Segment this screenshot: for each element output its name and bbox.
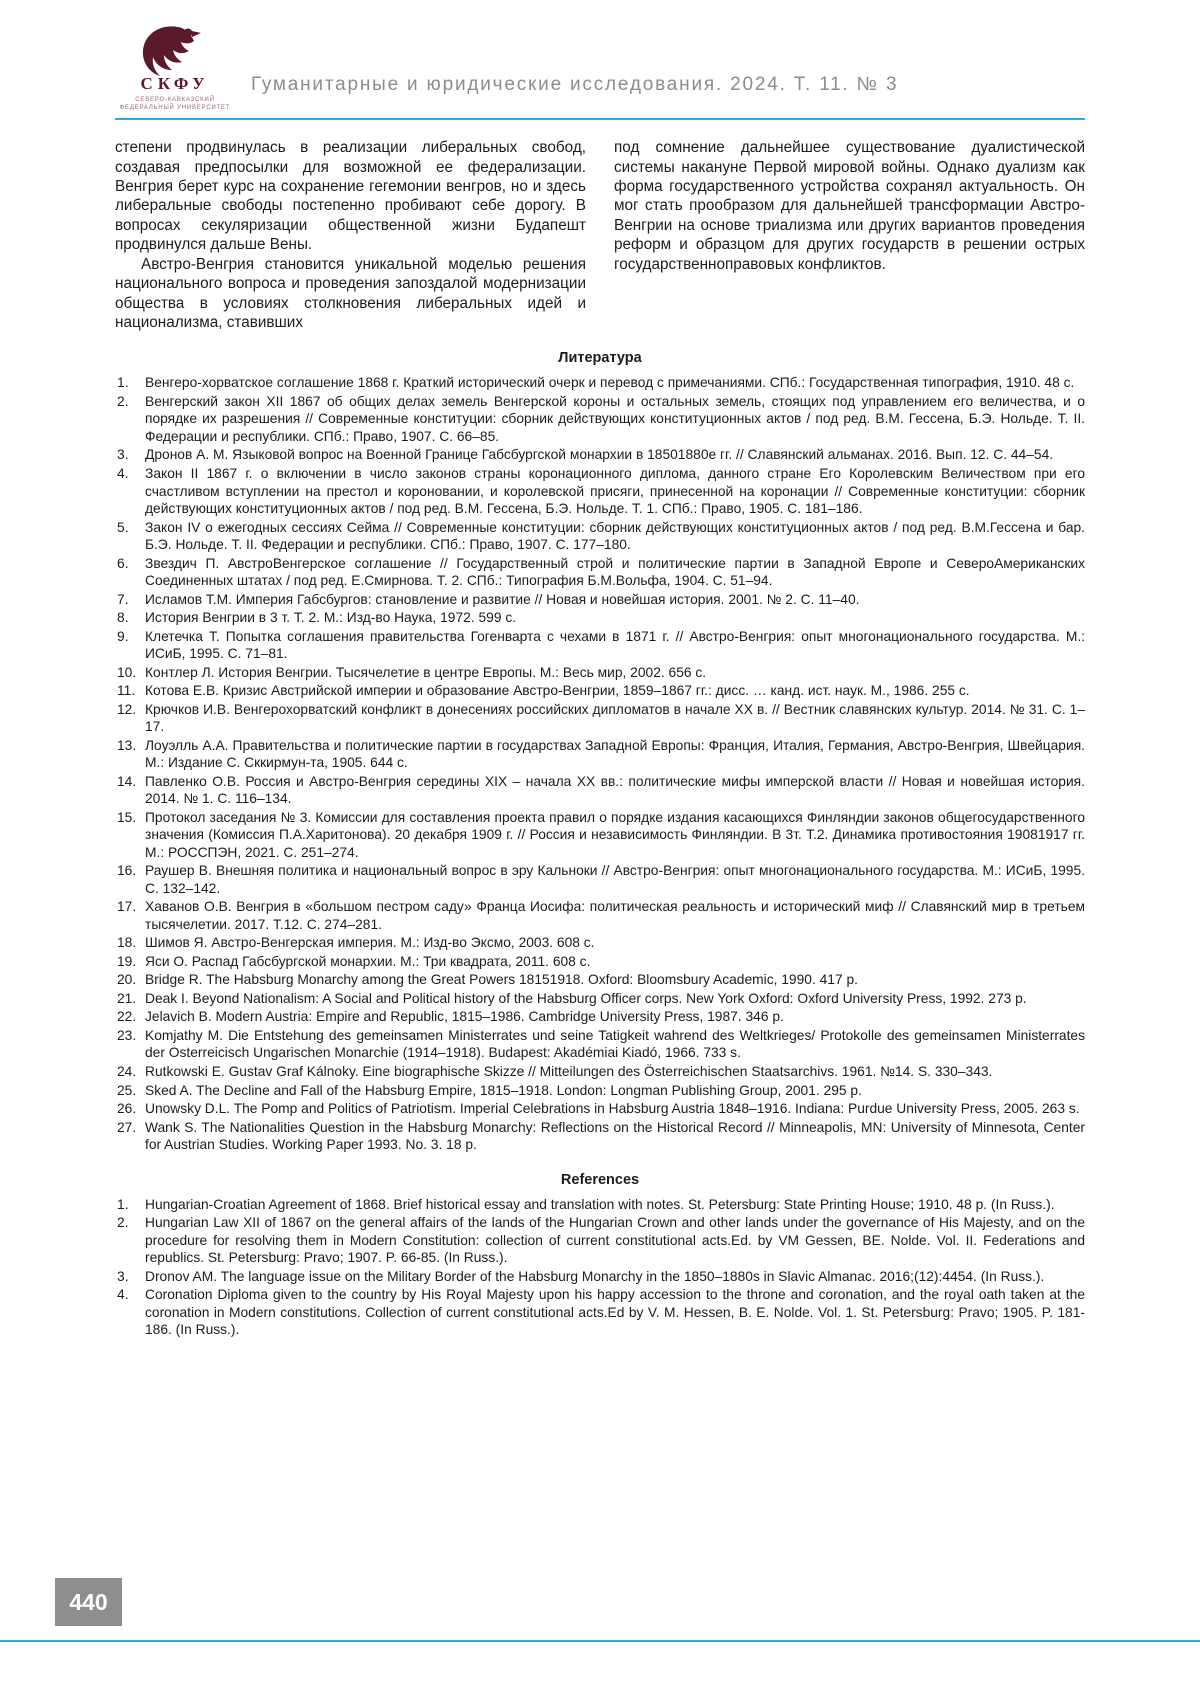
reference-item: Coronation Diploma given to the country by His Royal Majesty upon his happy accession to the throne and coronation, and the royal oath taken at the coronation in Modern constitutions. Collection of current constitutional acts.Ed by V. M. Hessen, B. E. Nolde. Vol. 1. St. Petersburg: Pravo; 1905. P. 181-186. (In Russ.).	[145, 1287, 1085, 1338]
reference-item: Bridge R. The Habsburg Monarchy among the Great Powers 18151918. Oxford: Bloomsbury Academic, 1990. 417 p.	[145, 972, 858, 988]
reference-item: Крючков И.В. Венгерохорватский конфликт в донесениях российских дипломатов в начале XX в. // Вестник славянских культур. 2014. № 31. С. 1–17.	[145, 701, 1085, 735]
right-column	[614, 138, 1085, 332]
logo-caption: СЕВЕРО-КАВКАЗСКИЙ ФЕДЕРАЛЬНЫЙ УНИВЕРСИТЕТ	[119, 97, 231, 112]
reference-item: Котова Е.В. Кризис Австрийской империи и образование Австро-Венгрии, 1859–1867 гг.: дисс. … канд. ист. наук. М., 1986. 255 с.	[145, 683, 970, 699]
page-number: 440	[55, 1578, 122, 1626]
article-body	[115, 138, 1085, 332]
logo-acronym: СКФУ	[140, 74, 210, 93]
reference-item: Контлер Л. История Венгрии. Тысячелетие в центре Европы. М.: Весь мир, 2002. 656 с.	[145, 664, 707, 680]
reference-item: Яси О. Распад Габсбургской монархии. М.: Три квадрата, 2011. 608 с.	[145, 953, 591, 969]
reference-item: Unowsky D.L. The Pomp and Politics of Patriotism. Imperial Celebrations in Habsburg Austria 1848–1916. Indiana: Purdue University Press, 2005. 263 s.	[145, 1101, 1080, 1117]
body-paragraph: под сомнение дальнейшее существование дуалистической системы накануне Первой мировой войны. Однако дуализм как форма государственного устройства сохранял актуальность. Он мог стать прообразом для дальнейшей трансформации Австро-Венгрии на основе триализма или других вариантов проведения реформ и образцом для других государств в решении острых государственноправовых конфликтов.	[614, 139, 1085, 273]
reference-item: Шимов Я. Австро-Венгерская империя. М.: Изд-во Эксмо, 2003. 608 с.	[145, 935, 595, 951]
reference-item: Павленко О.В. Россия и Австро-Венгрия середины XIX – начала XX вв.: политические мифы имперской власти // Новая и новейшая история. 2014. № 1. С. 116–134.	[145, 773, 1085, 807]
reference-item: Hungarian Law XII of 1867 on the general affairs of the lands of the Hungarian Crown and other lands under the governance of His Majesty, and on the procedure for resolving them in Modern Constitution: collection of current constitutional acts.Ed. by VM Gessen, BE. Nolde. Vol. II. Federations and republics. St. Petersburg: Pravo; 1907. P. 66-85. (In Russ.).	[145, 1215, 1085, 1266]
body-paragraph: Австро-Венгрия становится уникальной моделью решения национального вопроса и проведения запоздалой модернизации общества в условиях столкновения либеральных идей и национализма, ставивших	[115, 255, 586, 331]
reference-item: Hungarian-Croatian Agreement of 1868. Brief historical essay and translation with notes. St. Petersburg: State Printing House; 1910. 48 p. (In Russ.).	[145, 1196, 1055, 1212]
university-logo	[115, 24, 235, 112]
logo-bird-icon	[136, 24, 214, 76]
reference-item: Дронов А. М. Языковой вопрос на Военной Границе Габсбургской монархии в 18501880е гг. // Славянский альманах. 2016. Вып. 12. С. 44–54.	[145, 447, 1054, 463]
reference-item: Клетечка Т. Попытка соглашения правительства Гогенварта с чехами в 1871 г. // Австро-Венгрия: опыт многонационального государства. М.: ИСиБ, 1995. С. 71–81.	[145, 628, 1085, 662]
reference-item: Wank S. The Nationalities Question in the Habsburg Monarchy: Reflections on the Historical Record // Minneapolis, MN: University of Minnesota, Center for Austrian Studies. Working Paper 1993. No. 3. 18 p.	[145, 1119, 1085, 1153]
literature-list	[115, 374, 1085, 1153]
reference-item: Deak I. Beyond Nationalism: A Social and Political history of the Habsburg Officer corps. New York Oxford: Oxford University Press, 1992. 273 p.	[145, 990, 1027, 1006]
left-column	[115, 138, 586, 332]
literature-heading: Литература	[558, 350, 642, 367]
journal-header	[0, 0, 1200, 118]
references-list	[115, 1196, 1085, 1339]
reference-item: Закон IV о ежегодных сессиях Сейма // Современные конституции: сборник действующих конституционных актов / под ред. В.М.Гессена и бар. Б.Э. Нольде. Т. II. Федерации и республики. СПб.: Право, 1907. С. 177–180.	[145, 519, 1085, 553]
reference-item: Sked A. The Decline and Fall of the Habsburg Empire, 1815–1918. London: Longman Publishing Group, 2001. 295 p.	[145, 1082, 862, 1098]
reference-item: Венгерский закон XII 1867 об общих делах земель Венгерской короны и остальных земель, стоящих под управлением его величества, и о порядке их разрешения // Современные конституции: сборник действующих конституционных актов / под ред. В.М. Гессена, Б.Э. Нольде. Т. II. Федерации и республики. СПб.: Право, 1907. С. 66–85.	[145, 393, 1085, 444]
reference-item: Раушер В. Внешняя политика и национальный вопрос в эру Кальноки // Австро-Венгрия: опыт многонационального государства. М.: ИСиБ, 1995. С. 132–142.	[145, 863, 1085, 896]
body-paragraph: степени продвинулась в реализации либеральных свобод, создавая предпосылки для возможной ее федерализации. Венгрия берет курс на сохранение гегемонии венгров, но и здесь либеральные свободы постепенно пробивают себе дорогу. В вопросах секуляризации общественной жизни Будапешт продвинулся дальше Вены.	[115, 139, 586, 254]
page-content	[0, 138, 1200, 1339]
reference-item: Лоуэлль А.А. Правительства и политические партии в государствах Западной Европы: Франция, Италия, Германия, Австро-Венгрия, Швейцария. М.: Издание С. Сккирмун-та, 1905. 644 с.	[145, 737, 1085, 771]
reference-item: Звездич П. АвстроВенгерское соглашение // Государственный строй и политические партии в Западной Европе и СевероАмериканских Соединенных штатах / под ред. Е.Смирнова. Т. 2. СПб.: Типография Б.М.Вольфа, 1904. С. 51–94.	[145, 555, 1085, 589]
header-divider	[115, 118, 1085, 120]
footer-divider	[0, 1640, 1200, 1642]
reference-item: Dronov AM. The language issue on the Military Border of the Habsburg Monarchy in the 1850–1880s in Slavic Almanac. 2016;(12):4454. (In Russ.).	[145, 1268, 1045, 1284]
reference-item: Венгеро-хорватское соглашение 1868 г. Краткий исторический очерк и перевод с примечаниями. СПб.: Государственная типография, 1910. 48 с.	[145, 375, 1075, 391]
references-heading: References	[560, 1171, 640, 1188]
reference-item: Jelavich B. Modern Austria: Empire and Republic, 1815–1986. Cambridge University Press, 1987. 346 p.	[145, 1009, 784, 1025]
reference-item: Исламов Т.М. Империя Габсбургов: становление и развитие // Новая и новейшая история. 2001. № 2. С. 11–40.	[145, 591, 860, 607]
reference-item: Rutkowski E. Gustav Graf Kálnoky. Eine biographische Skizze // Mitteilungen des Österreichischen Staatsarchivs. 1961. №14. S. 330–343.	[145, 1064, 993, 1079]
reference-item: Хаванов О.В. Венгрия в «большом пестром саду» Франца Иосифа: политическая реальность и исторический миф // Славянский мир в третьем тысячелетии. 2017. Т.12. С. 274–281.	[145, 899, 1085, 932]
reference-item: Закон II 1867 г. о включении в число законов страны коронационного диплома, данного стране Его Королевским Величеством при его счастливом вступлении на престол и короновании, и королевской присяги, принесенной на коронации // Современные конституции: сборник действующих конституционных актов / под ред. В.М. Гессена, Б.Э. Нольде. Т. 1. СПб.: Право, 1905. С. 181–186.	[145, 465, 1085, 517]
reference-item: История Венгрии в 3 т. Т. 2. М.: Изд-во Наука, 1972. 599 с.	[145, 610, 517, 626]
reference-item: Komjathy M. Die Entstehung des gemeinsamen Ministerrates und seine Tatigkeit wahrend des Weltkrieges/ Protokolle des gemeinsamen Ministerrates der Osterreicisch Ungarischen Monarchie (1914–1918). Budapest: Akadémiai Kiadó, 1966. 733 s.	[145, 1027, 1085, 1061]
reference-item: Протокол заседания № 3. Комиссии для составления проекта правил о порядке издания касающихся Финляндии законов общегосударственного значения (Комиссия П.А.Харитонова). 20 декабря 1909 г. // Россия и независимость Финляндии. В 3т. Т.2. Динамика противостояния 19081917 гг. М.: РОССПЭН, 2021. С. 251–274.	[145, 809, 1085, 860]
journal-title: Гуманитарные и юридические исследования. 2024. Т. 11. № 3	[251, 74, 899, 96]
